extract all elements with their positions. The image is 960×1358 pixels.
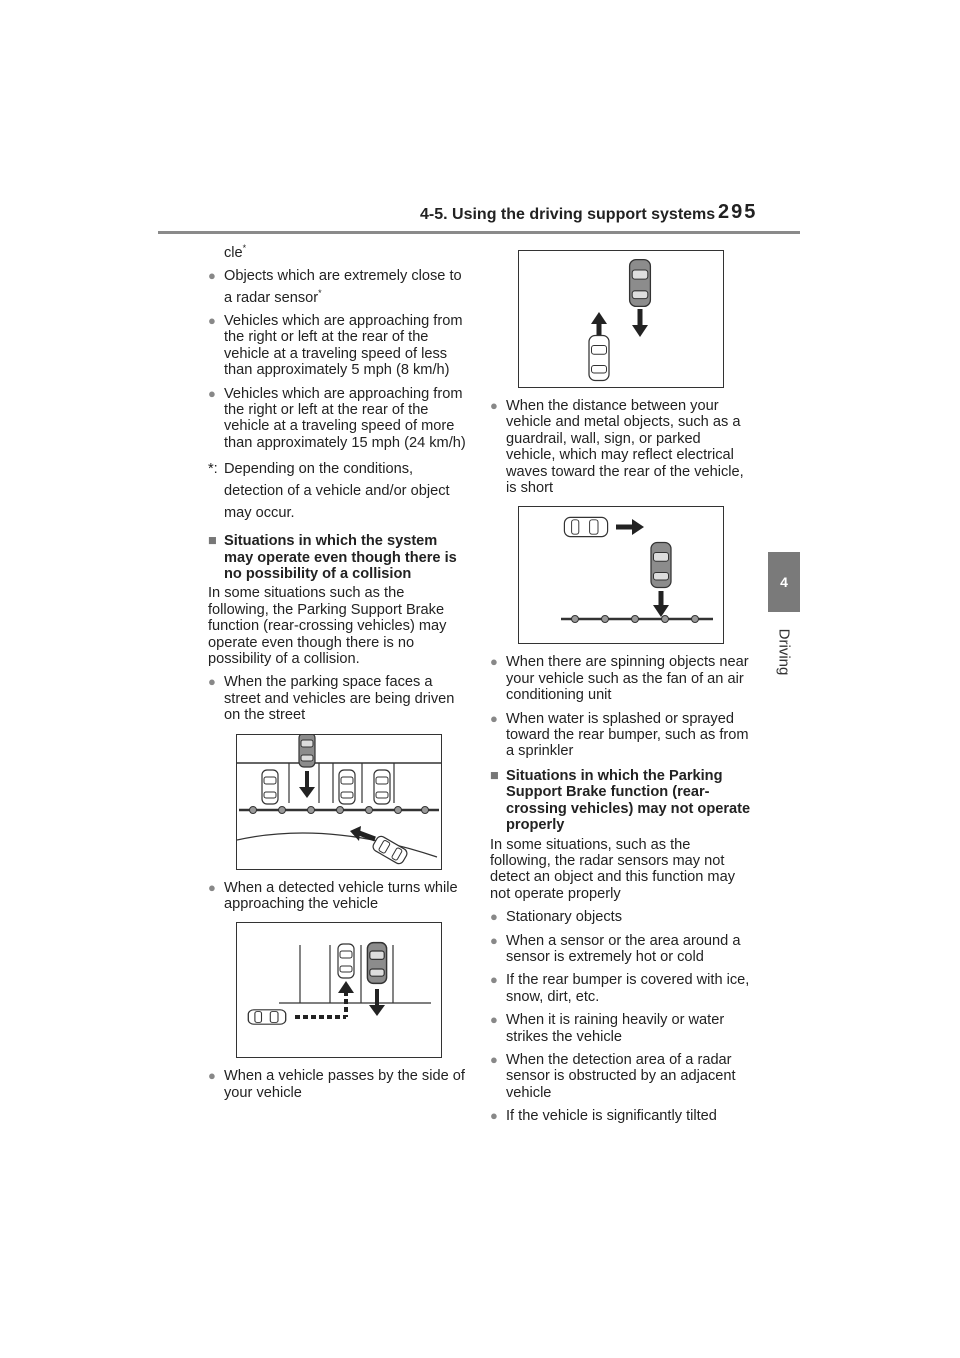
bullet-icon: ● bbox=[208, 312, 216, 328]
square-marker-icon: ■ bbox=[208, 533, 217, 550]
list-item: ● Vehicles which are approaching from the right or left at the rear of the vehicle at a traveling speed of more than approximately 15 mph (24 km/h) bbox=[208, 385, 466, 451]
bullet-icon: ● bbox=[490, 398, 498, 413]
bullet-icon: ● bbox=[490, 972, 498, 988]
intro-paragraph: In some situations such as the following, the Parking Support Brake function (rear-crossing vehicles) may operate even though there is no possibility of a collision. bbox=[208, 585, 447, 668]
list-item: ● If the vehicle is significantly tilted bbox=[490, 1108, 717, 1125]
list-item: ● When the distance between your vehicle and metal objects, such as a guardrail, wall, sign, or parked vehicle, which may reflect electrical waves toward the rear of the vehicle, is short bbox=[490, 398, 744, 497]
list-item: ● If the rear bumper is covered with ice, snow, dirt, etc. bbox=[490, 972, 750, 1005]
header-rule bbox=[158, 231, 800, 234]
continued-text: cle* bbox=[224, 243, 247, 261]
list-item: ● When a vehicle passes by the side of your vehicle bbox=[208, 1068, 465, 1101]
bullet-icon: ● bbox=[490, 1051, 498, 1067]
list-item: ● Vehicles which are approaching from the right or left at the rear of the vehicle at a traveling speed of less than approximately 5 mph (8 km/h) bbox=[208, 312, 463, 379]
list-item: ● When a sensor or the area around a sensor is extremely hot or cold bbox=[490, 932, 741, 965]
bullet-icon: ● bbox=[208, 1068, 216, 1084]
turning-vehicle-illustration bbox=[236, 922, 442, 1058]
list-item: ● When the detection area of a radar sensor is obstructed by an adjacent vehicle bbox=[490, 1051, 736, 1101]
footnote-ref: * bbox=[242, 243, 247, 253]
bullet-icon: ● bbox=[490, 710, 498, 726]
metal-objects-illustration bbox=[518, 506, 724, 644]
chapter-number: 4 bbox=[780, 574, 788, 590]
page-number: 295 bbox=[718, 201, 758, 223]
list-item: ● When it is raining heavily or water strikes the vehicle bbox=[490, 1012, 725, 1045]
bullet-icon: ● bbox=[208, 268, 216, 284]
intro-paragraph: In some situations, such as the following, the radar sensors may not detect an object and this function may not operate properly bbox=[490, 836, 736, 902]
list-item: ● When the parking space faces a street and vehicles are being driven on the street bbox=[208, 674, 455, 724]
list-item: ● Stationary objects bbox=[490, 909, 623, 926]
right-column bbox=[490, 250, 752, 1132]
section-heading: ■ Situations in which the Parking Support Brake function (rear-crossing vehicles) may not operate properly bbox=[490, 767, 751, 834]
bullet-icon: ● bbox=[208, 674, 216, 690]
bullet-icon: ● bbox=[490, 1012, 498, 1028]
left-column bbox=[208, 240, 468, 1108]
footnote bbox=[208, 458, 468, 524]
bullet-icon: ● bbox=[208, 385, 216, 401]
side-tab-chapter bbox=[768, 552, 800, 612]
square-marker-icon: ■ bbox=[490, 767, 499, 784]
bullet-icon: ● bbox=[490, 932, 498, 948]
list-item: ● When a detected vehicle turns while approaching the vehicle bbox=[208, 879, 458, 913]
bullet-icon: ● bbox=[490, 1108, 498, 1124]
footnote-ref: * bbox=[318, 287, 322, 298]
list-item: ● Objects which are extremely close to a radar sensor* bbox=[208, 268, 462, 306]
chapter-label: Driving bbox=[775, 628, 793, 676]
footnote-symbol: *: bbox=[208, 461, 218, 478]
list-item: ● When water is splashed or sprayed toward the rear bumper, such as from a sprinkler bbox=[490, 710, 749, 760]
bullet-icon: ● bbox=[208, 879, 216, 895]
section-heading: ■ Situations in which the system may operate even though there is no possibility of a collision bbox=[208, 533, 457, 582]
passing-vehicle-illustration bbox=[518, 250, 724, 388]
bullet-icon: ● bbox=[490, 909, 498, 925]
header-title: 4-5. Using the driving support systems bbox=[420, 206, 716, 223]
list-item: ● When there are spinning objects near your vehicle such as the fan of an air conditioning unit bbox=[490, 654, 749, 704]
bullet-icon: ● bbox=[490, 654, 498, 670]
footnote-text: Depending on the conditions, detection of a vehicle and/or object may occur. bbox=[224, 461, 450, 522]
side-tab-label bbox=[768, 618, 800, 688]
parking-street-illustration bbox=[236, 734, 442, 870]
